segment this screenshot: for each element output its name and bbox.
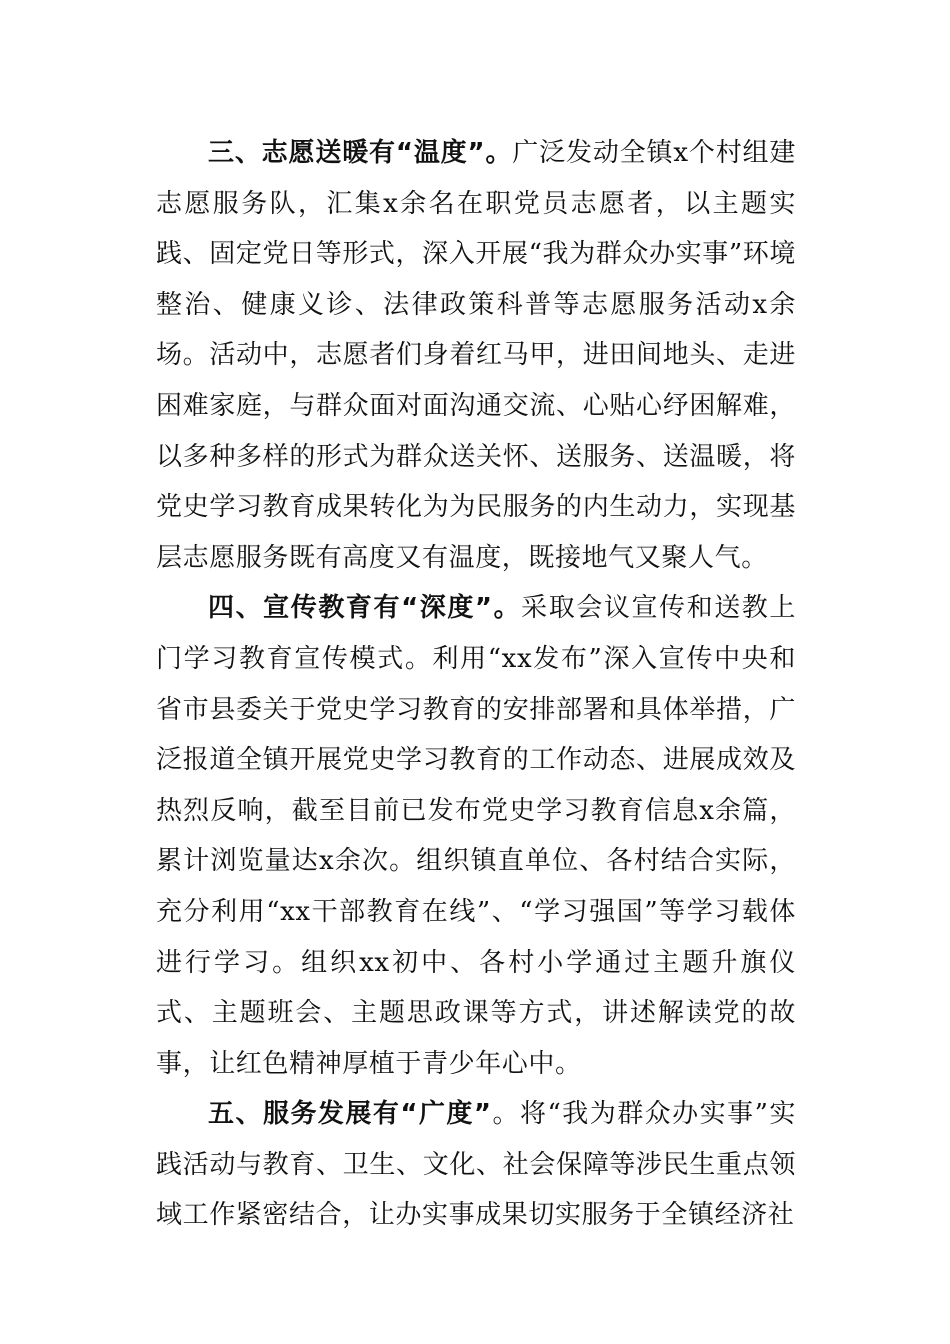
document-page xyxy=(156,128,796,1241)
paragraph-publicity-education xyxy=(156,583,796,1089)
paragraph-heading: 五、服务发展有“广度” xyxy=(208,1099,492,1130)
paragraph-body: 广泛发动全镇x个村组建志愿服务队，汇集x余名在职党员志愿者，以主题实践、固定党日等形式，深入开展“我为群众办实事”环境整治、健康义诊、法律政策科普等志愿服务活动x余场。活动中，志愿者们身着红马甲，进田间地头、走进困难家庭，与群众面对面沟通交流、心贴心纾困解难，以多种多样的形式为群众送关怀、送服务、送温暖，将党史学习教育成果转化为为民服务的内生动力，实现基层志愿服务既有高度又有温度，既接地气又聚人气。 xyxy=(156,138,796,573)
paragraph-heading: 四、宣传教育有“深度”。 xyxy=(208,593,522,624)
paragraph-volunteer-warmth xyxy=(156,128,796,583)
paragraph-service-development xyxy=(156,1089,796,1241)
paragraph-body: 。将“我为群众办实事”实践活动与教育、卫生、文化、社会保障等涉民生重点领域工作紧密结合，让办实事成果切实服务于全镇经济社 xyxy=(156,1099,796,1231)
paragraph-body: 采取会议宣传和送教上门学习教育宣传模式。利用“xx发布”深入宣传中央和省市县委关于党史学习教育的安排部署和具体举措，广泛报道全镇开展党史学习教育的工作动态、进展成效及热烈反响，截至目前已发布党史学习教育信息x余篇，累计浏览量达x余次。组织镇直单位、各村结合实际，充分利用“xx干部教育在线”、“学习强国”等学习载体进行学习。组织xx初中、各村小学通过主题升旗仪式、主题班会、主题思政课等方式，讲述解读党的故事，让红色精神厚植于青少年心中。 xyxy=(156,593,796,1079)
paragraph-heading: 三、志愿送暖有“温度”。 xyxy=(208,138,513,168)
